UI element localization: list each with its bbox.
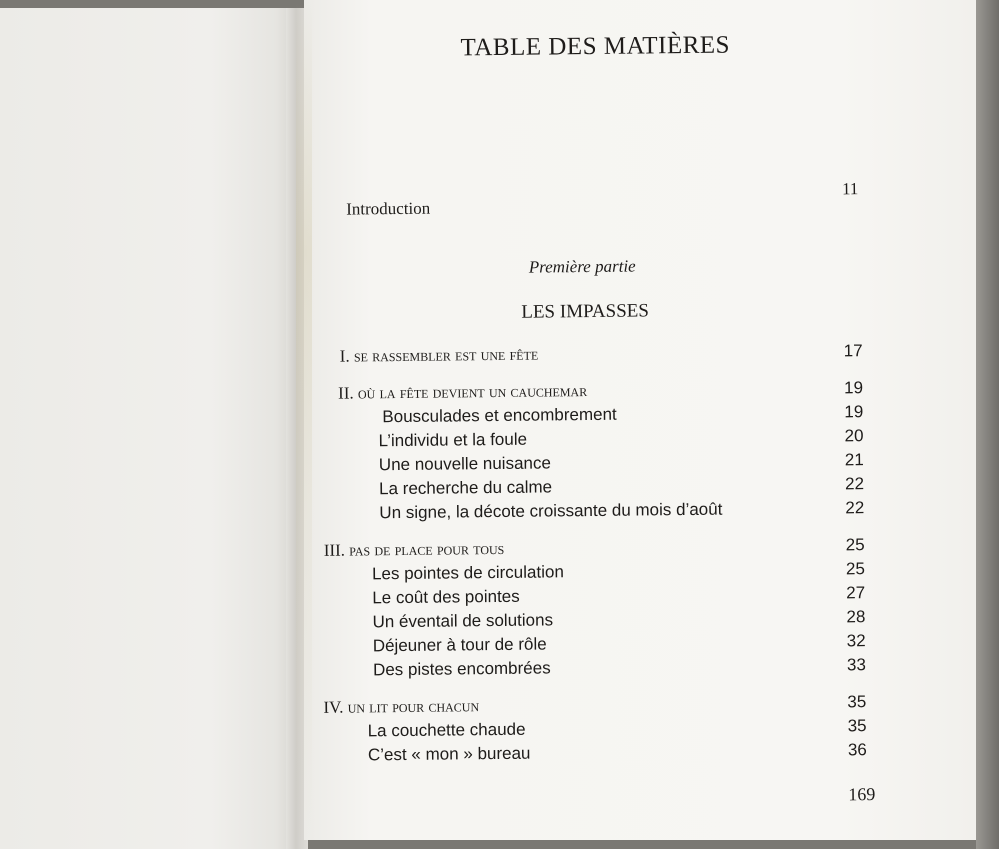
toc-page-number: 22: [845, 498, 865, 518]
toc-section: Une nouvelle nuisance: [378, 453, 551, 475]
toc-page-number: 17: [843, 341, 863, 361]
toc-page-number: 20: [844, 426, 864, 446]
toc-section: Bousculades et encombrement: [382, 404, 617, 427]
toc-section: Le coût des pointes: [372, 586, 520, 608]
toc-chapter: II. où la fête devient un cauchemar: [338, 381, 588, 403]
toc-page-number: 27: [846, 583, 866, 603]
toc-page-number: 19: [843, 378, 864, 398]
toc-page-number: 32: [846, 631, 866, 651]
toc-section: Déjeuner à tour de rôle: [372, 634, 547, 656]
toc-page-number: 25: [845, 559, 866, 579]
toc-section: La couchette chaude: [367, 719, 526, 741]
toc-page-number: 22: [844, 474, 865, 494]
toc-section: Un signe, la décote croissante du mois d’août: [379, 499, 723, 523]
page-title: TABLE DES MATIÈRES: [460, 31, 731, 62]
toc-chapter: III. pas de place pour tous: [323, 538, 505, 560]
toc-chapter: IV. un lit pour chacun: [323, 696, 480, 717]
toc-page-number: 35: [847, 716, 867, 736]
toc-section: Des pistes encombrées: [372, 658, 551, 680]
toc-page-number: 35: [847, 692, 867, 712]
part-label: Première partie: [528, 256, 636, 277]
toc-section: Les pointes de circulation: [371, 562, 564, 584]
toc-section: C’est « mon » bureau: [367, 743, 531, 765]
toc-page-number: 21: [844, 450, 864, 470]
toc-page-number: 33: [846, 655, 867, 675]
toc-page-number: 28: [846, 607, 866, 627]
toc-page-number: 19: [844, 402, 864, 422]
toc-page-number: 25: [845, 535, 865, 555]
left-page: [0, 8, 300, 849]
part-title: LES IMPASSES: [521, 300, 649, 323]
introduction-page: 11: [841, 179, 859, 199]
introduction-label: Introduction: [346, 198, 431, 219]
toc-section: La recherche du calme: [379, 477, 553, 499]
toc-section: L’individu et la foule: [378, 429, 528, 451]
toc-chapter: I. se rassembler est une fête: [339, 344, 539, 366]
table-of-contents: [304, 0, 985, 840]
toc-page-number: 36: [847, 740, 867, 760]
page-number: 169: [848, 784, 876, 805]
toc-section: Un éventail de solutions: [372, 610, 554, 632]
